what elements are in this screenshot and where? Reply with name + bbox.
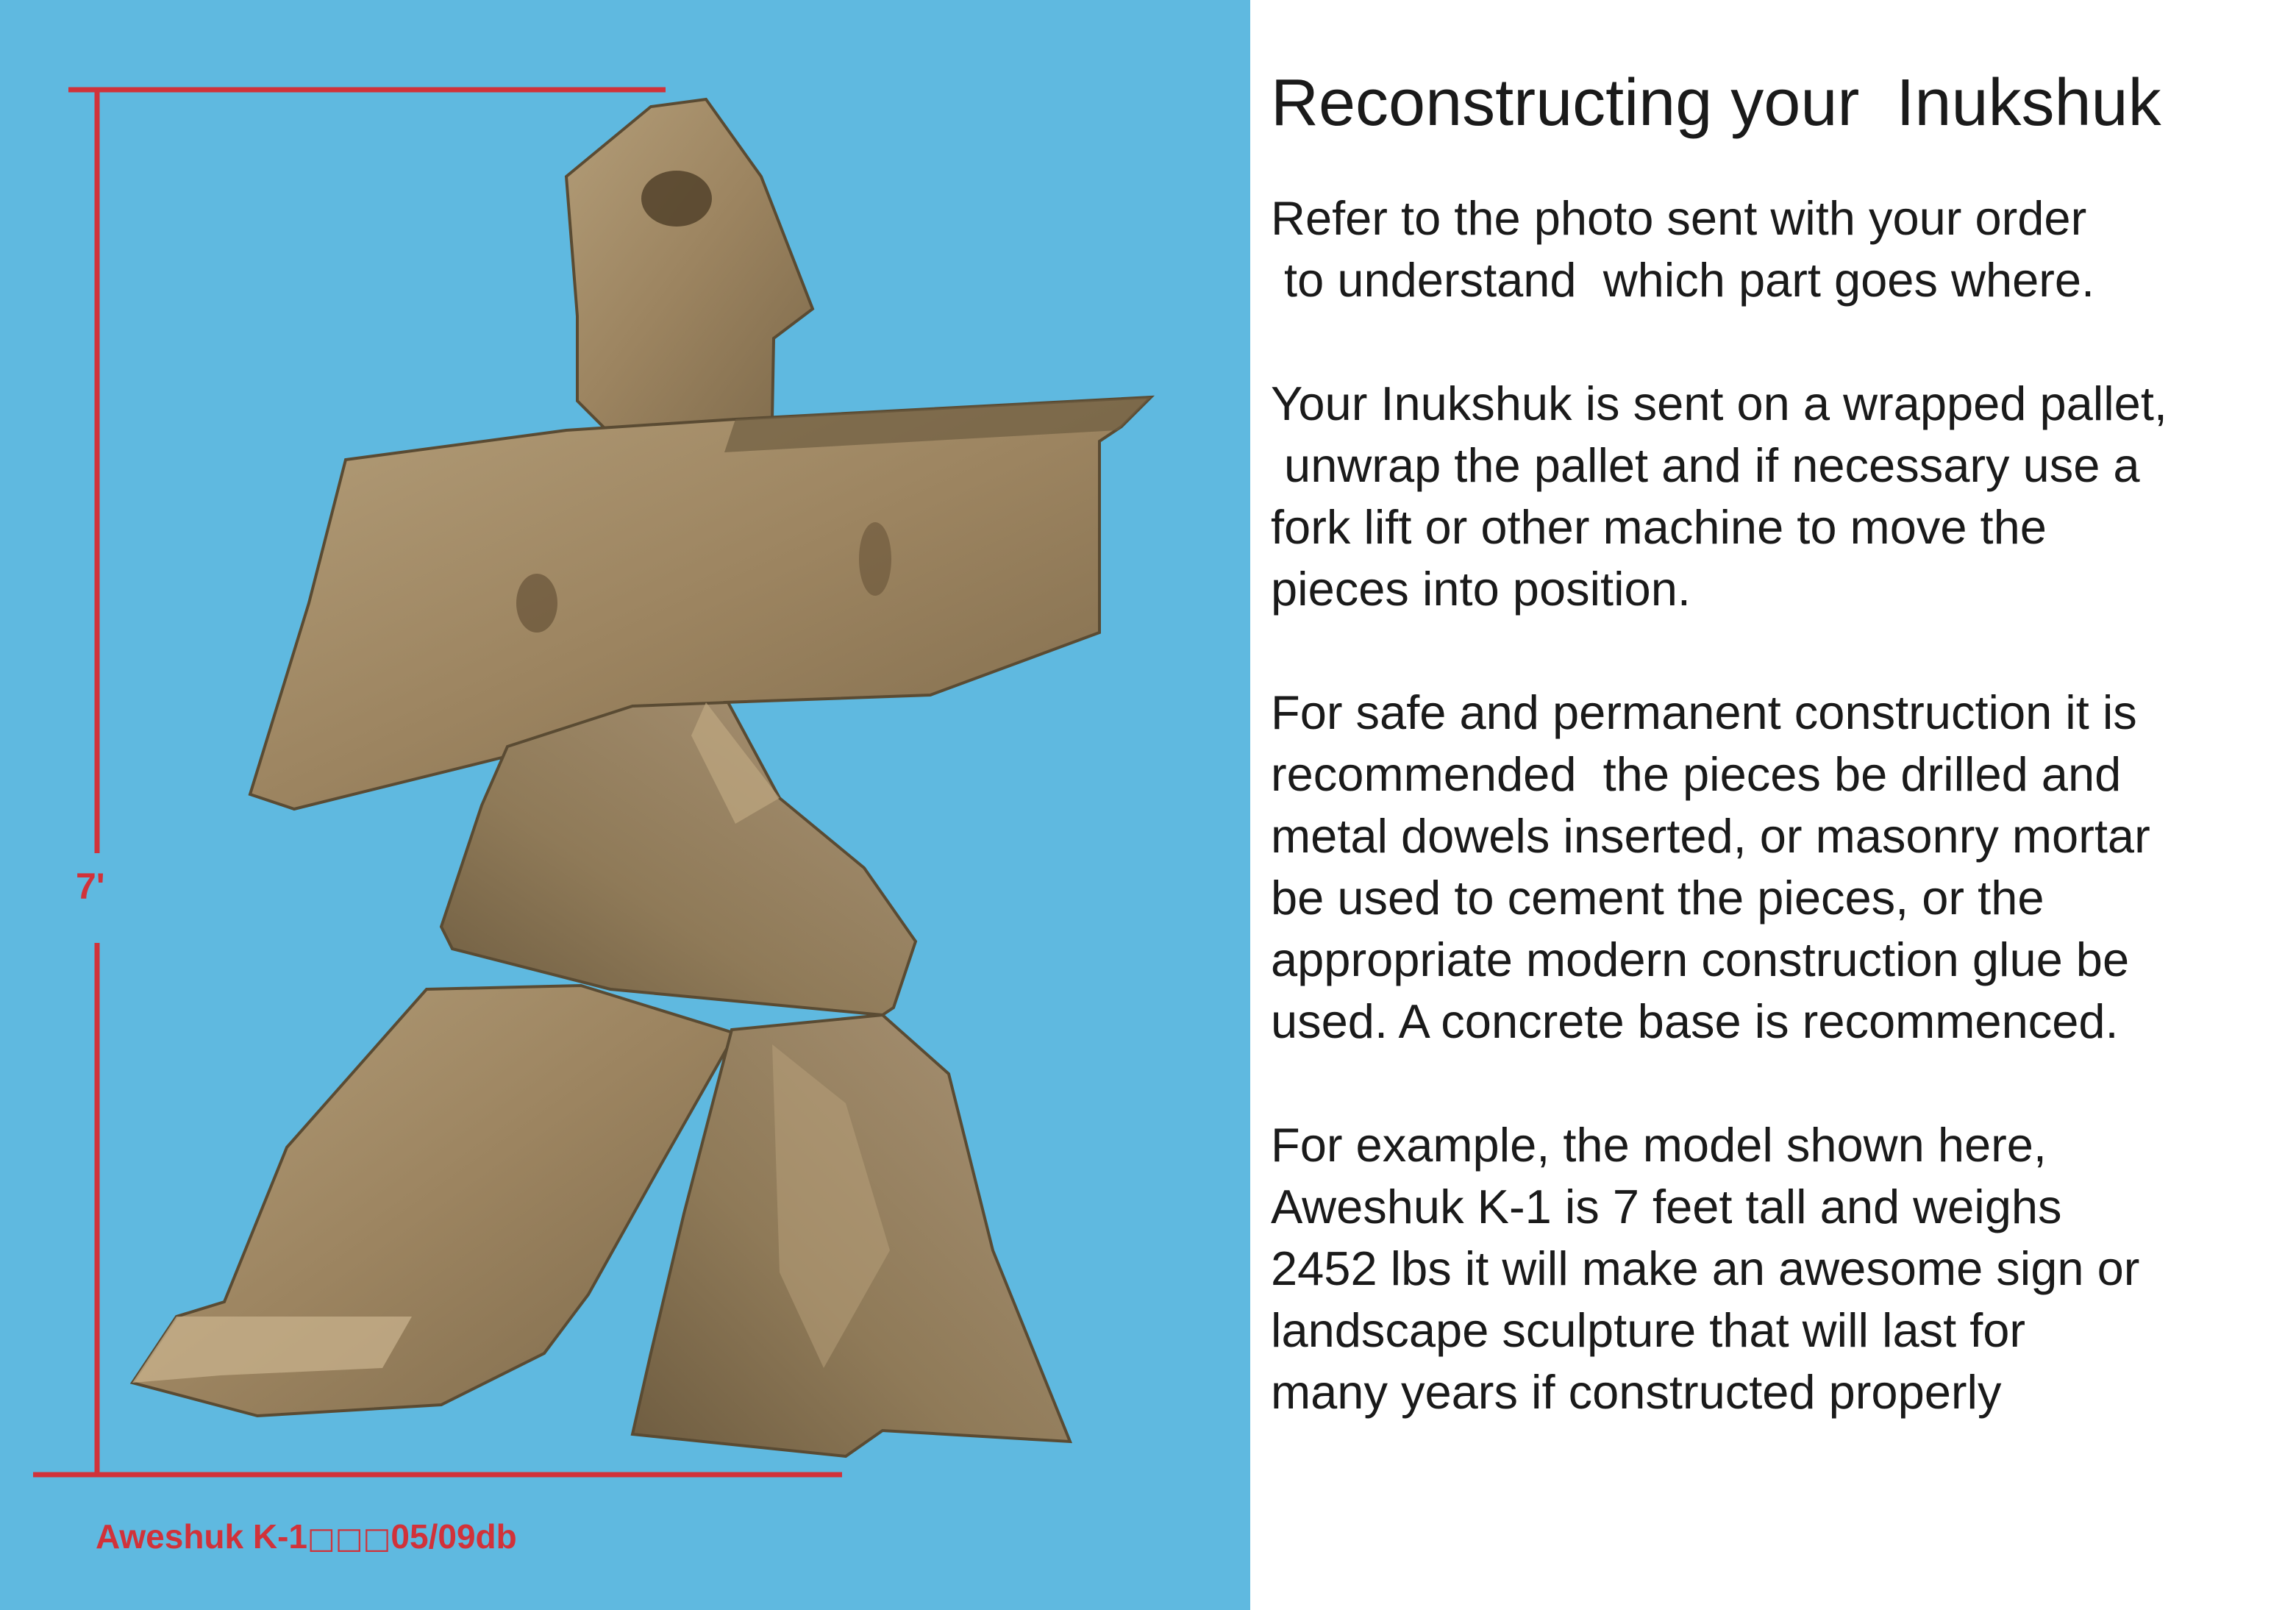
left-leg-stone — [132, 986, 735, 1416]
head-stone — [566, 99, 813, 434]
paragraph-construction: For safe and permanent construction it is recommended the pieces be drilled and metal dowels inserted, or masonry mortar be used to cement the pieces, or the appropriate modern construction glue be used. A concrete base is recommenced. — [1271, 685, 2150, 1048]
torso-stone — [441, 702, 916, 1015]
caption-date: 05/09db — [391, 1517, 517, 1556]
photo-caption — [96, 1517, 517, 1556]
caption-model: Aweshuk K-1 — [96, 1517, 308, 1556]
height-label: 7' — [76, 866, 105, 907]
instructions-panel — [1271, 66, 2293, 1485]
paragraph-refer-photo: Refer to the photo sent with your order to understand which part goes where. — [1271, 191, 2095, 307]
caption-boxes: □□□ — [307, 1522, 391, 1556]
page-title: Reconstructing your Inukshuk — [1271, 66, 2161, 140]
paragraph-example: For example, the model shown here, Aweshuk K-1 is 7 feet tall and weighs 2452 lbs it will make an awesome sign or landscape sculpture that will last for many years if constructed properly — [1271, 1118, 2140, 1419]
paragraph-pallet: Your Inukshuk is sent on a wrapped pallet, unwrap the pallet and if necessary use a fork lift or other machine to move the pieces into position. — [1271, 377, 2167, 616]
